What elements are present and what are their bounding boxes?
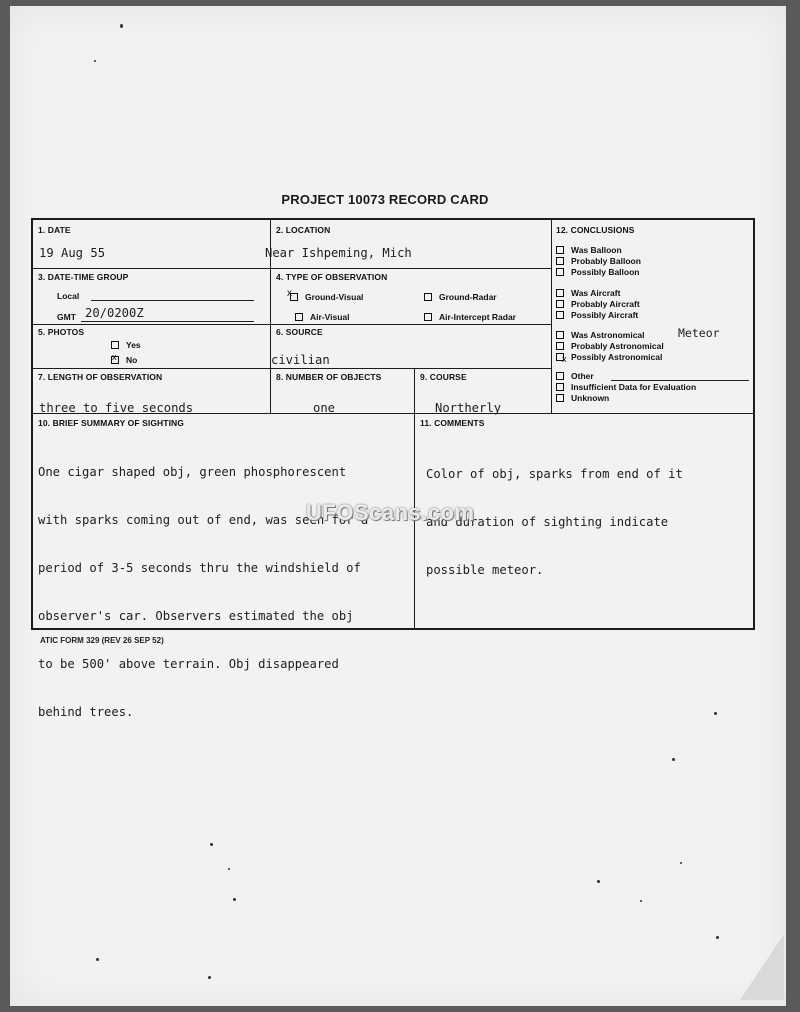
number-of-objects-value: one <box>313 401 336 415</box>
conclusion-insufficient-data <box>556 382 696 392</box>
comment-line: Color of obj, sparks from end of it <box>426 467 683 481</box>
photos-label: 5. PHOTOS <box>38 327 85 337</box>
option-label: Possibly Balloon <box>571 267 640 277</box>
conclusions-label: 12. CONCLUSIONS <box>556 225 635 235</box>
col-divider <box>414 368 415 630</box>
local-label: Local <box>57 291 80 301</box>
watermark: UFOScans.com <box>306 500 475 525</box>
conclusion-possibly-aircraft <box>556 310 638 320</box>
option-label: Probably Aircraft <box>571 299 640 309</box>
conclusion-other <box>556 371 594 381</box>
scan-speck <box>233 898 236 901</box>
gmt-label: GMT <box>57 312 76 322</box>
brief-summary-text <box>38 432 368 752</box>
conclusion-possibly-astronomical <box>556 352 662 362</box>
option-label: No <box>126 355 138 365</box>
checkbox <box>556 372 564 380</box>
option-label: Air-Visual <box>310 312 350 322</box>
row-divider <box>33 268 551 269</box>
conclusion-was-astronomical <box>556 330 645 340</box>
option-label: Insufficient Data for Evaluation <box>571 382 697 392</box>
date-time-group-label: 3. DATE-TIME GROUP <box>38 272 129 282</box>
scan-speck <box>94 60 96 62</box>
checkbox <box>111 341 119 349</box>
checkbox <box>556 257 564 265</box>
row-divider <box>33 368 551 369</box>
scan-speck <box>210 843 213 846</box>
checkbox <box>556 311 564 319</box>
scan-speck <box>680 862 682 864</box>
row-divider <box>33 324 551 325</box>
gmt-value: 20/0200Z <box>85 306 144 320</box>
conclusion-was-balloon <box>556 245 622 255</box>
option-label: Probably Balloon <box>571 256 641 266</box>
checkbox <box>556 331 564 339</box>
length-of-observation-value: three to five seconds <box>39 401 194 415</box>
location-value: Near Ishpeming, Mich <box>265 246 412 260</box>
location-label: 2. LOCATION <box>276 225 331 235</box>
checkbox <box>556 300 564 308</box>
card-title: PROJECT 10073 RECORD CARD <box>281 192 489 207</box>
option-label: Probably Astronomical <box>571 341 664 351</box>
conclusion-possibly-balloon <box>556 267 640 277</box>
option-ground-visual <box>287 287 364 302</box>
option-photos-no <box>111 351 138 365</box>
scan-speck <box>120 24 123 28</box>
option-label: Unknown <box>571 393 610 403</box>
scan-speck <box>597 880 600 883</box>
scan-speck <box>714 712 717 715</box>
option-photos-yes <box>111 340 141 350</box>
page-corner-fold <box>740 934 784 1000</box>
conclusion-unknown <box>556 393 609 403</box>
scan-speck <box>228 868 230 870</box>
number-of-objects-label: 8. NUMBER OF OBJECTS <box>276 372 382 382</box>
option-label: Ground-Radar <box>439 292 497 302</box>
scan-speck <box>208 976 211 979</box>
option-air-visual <box>295 312 350 322</box>
conclusion-handwritten-note: Meteor <box>678 326 720 340</box>
checkbox <box>556 342 564 350</box>
type-of-observation-label: 4. TYPE OF OBSERVATION <box>276 272 388 282</box>
checkbox-checked: x <box>290 293 298 301</box>
summary-line: with sparks coming out of end, was seen for a <box>38 513 369 527</box>
summary-line: period of 3-5 seconds thru the windshield of <box>38 561 361 575</box>
summary-line: One cigar shaped obj, green phosphorescent <box>38 465 347 479</box>
option-ground-radar <box>424 292 497 302</box>
comments-label: 11. COMMENTS <box>420 418 485 428</box>
conclusion-was-aircraft <box>556 288 620 298</box>
date-value: 19 Aug 55 <box>39 246 106 260</box>
scan-speck <box>640 900 642 902</box>
checkbox <box>424 313 432 321</box>
option-label: Yes <box>126 340 141 350</box>
date-label: 1. DATE <box>38 225 71 235</box>
checkbox <box>295 313 303 321</box>
option-label: Possibly Astronomical <box>571 352 663 362</box>
source-value: civilian <box>271 353 330 367</box>
scan-speck <box>96 958 99 961</box>
scan-speck <box>716 936 719 939</box>
comment-line: possible meteor. <box>426 563 544 577</box>
brief-summary-label: 10. BRIEF SUMMARY OF SIGHTING <box>38 418 184 428</box>
checkbox <box>556 289 564 297</box>
option-label: Possibly Aircraft <box>571 310 639 320</box>
conclusion-probably-astronomical <box>556 341 664 351</box>
form-number-footer: ATIC FORM 329 (REV 26 SEP 52) <box>40 636 164 645</box>
checkbox <box>424 293 432 301</box>
course-value: Northerly <box>435 401 502 415</box>
comment-line: and duration of sighting indicate <box>426 515 669 529</box>
checkbox-checked: x <box>111 356 119 364</box>
source-label: 6. SOURCE <box>276 327 323 337</box>
col-divider <box>551 220 552 413</box>
local-underline <box>91 300 254 301</box>
scan-speck <box>672 758 675 761</box>
option-air-intercept-radar <box>424 312 516 322</box>
checkbox-checked: x <box>556 353 564 361</box>
checkbox <box>556 246 564 254</box>
checkbox <box>556 383 564 391</box>
option-label: Ground-Visual <box>305 292 364 302</box>
course-label: 9. COURSE <box>420 372 467 382</box>
gmt-underline <box>81 321 254 322</box>
summary-line: observer's car. Observers estimated the obj <box>38 609 354 623</box>
other-underline <box>611 380 749 381</box>
option-label: Was Astronomical <box>571 330 645 340</box>
checkbox <box>556 394 564 402</box>
option-label: Was Aircraft <box>571 288 621 298</box>
conclusion-probably-balloon <box>556 256 641 266</box>
summary-line: behind trees. <box>38 705 134 719</box>
length-of-observation-label: 7. LENGTH OF OBSERVATION <box>38 372 163 382</box>
checkbox <box>556 268 564 276</box>
option-label: Air-Intercept Radar <box>439 312 516 322</box>
conclusion-probably-aircraft <box>556 299 640 309</box>
summary-line: to be 500' above terrain. Obj disappeared <box>38 657 339 671</box>
option-label: Other <box>571 371 594 381</box>
option-label: Was Balloon <box>571 245 622 255</box>
